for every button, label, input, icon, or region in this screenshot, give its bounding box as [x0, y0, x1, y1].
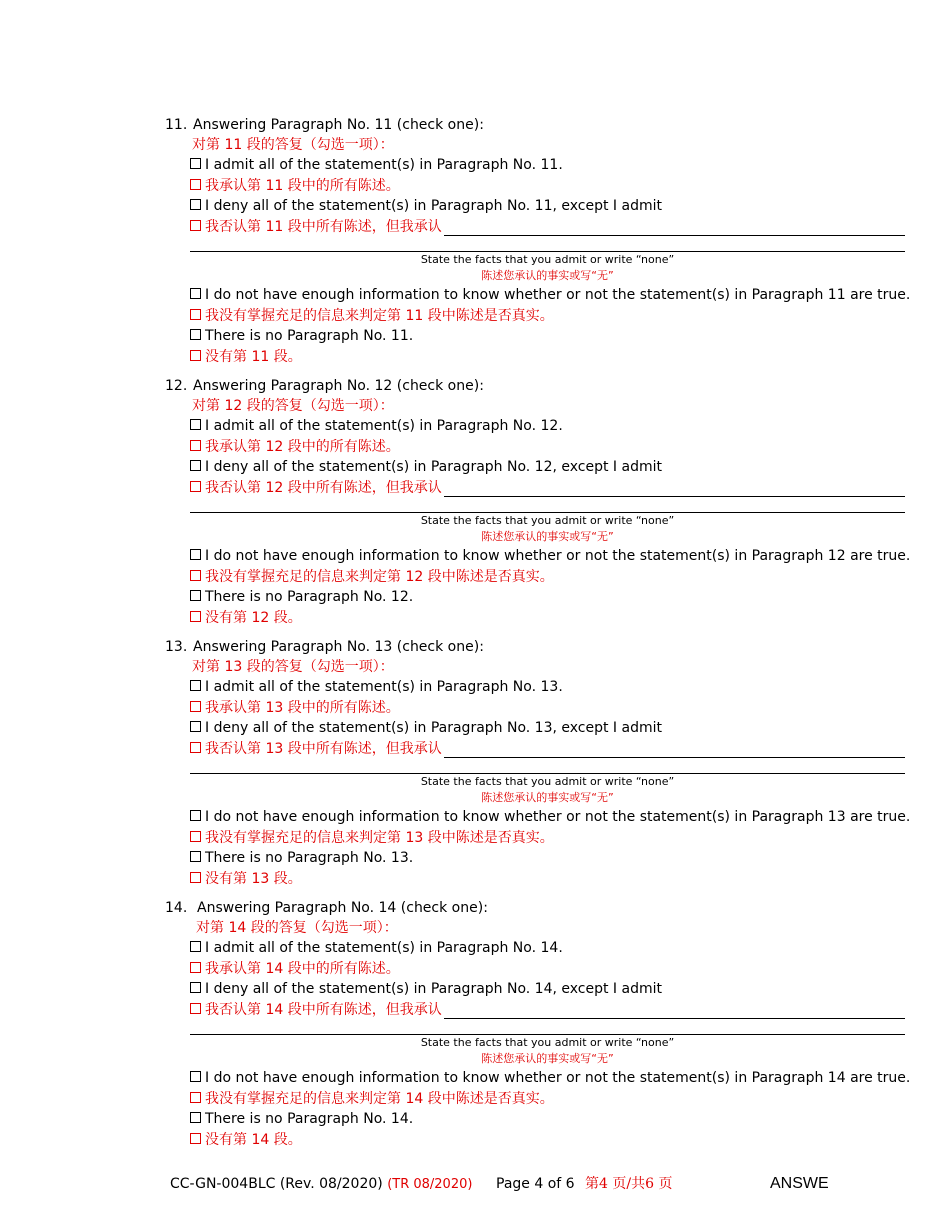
admitted-facts-line[interactable] — [190, 1034, 905, 1035]
checkbox-icon[interactable] — [190, 179, 201, 190]
section-title: Answering Paragraph No. 13 (check one): — [193, 639, 484, 655]
admit-all-option[interactable]: I admit all of the statement(s) in Paragraph No. 12. — [190, 417, 563, 435]
deny-all-option-cn[interactable]: 我否认第 12 段中所有陈述，但我承认 — [190, 479, 905, 497]
checkbox-icon[interactable] — [190, 549, 201, 560]
admitted-facts-blank[interactable] — [444, 482, 905, 497]
admit-all-option-cn[interactable]: 我承认第 11 段中的所有陈述。 — [190, 177, 400, 195]
facts-caption: State the facts that you admit or write “none” — [420, 1036, 675, 1049]
checkbox-icon[interactable] — [190, 1112, 201, 1123]
admitted-facts-line[interactable] — [190, 512, 905, 513]
admit-all-option-cn[interactable]: 我承认第 14 段中的所有陈述。 — [190, 960, 400, 978]
checkbox-icon[interactable] — [190, 590, 201, 601]
form-code-en: CC-GN-004BLC (Rev. 08/2020) — [170, 1176, 383, 1192]
no-info-option[interactable]: I do not have enough information to know whether or not the statement(s) in Paragraph 13 are true. — [190, 808, 910, 826]
deny-all-option[interactable]: I deny all of the statement(s) in Paragraph No. 13, except I admit — [190, 719, 662, 737]
no-paragraph-option-cn[interactable]: 没有第 14 段。 — [190, 1131, 302, 1149]
no-info-option-cn[interactable]: 我没有掌握充足的信息来判定第 11 段中陈述是否真实。 — [190, 307, 554, 325]
no-info-option[interactable]: I do not have enough information to know whether or not the statement(s) in Paragraph 14 are true. — [190, 1069, 910, 1087]
checkbox-icon[interactable] — [190, 570, 201, 581]
section-title: Answering Paragraph No. 11 (check one): — [193, 117, 484, 133]
admitted-facts-blank[interactable] — [444, 221, 905, 236]
section-title-cn: 对第 12 段的答复（勾选一项）： — [192, 398, 394, 414]
admit-all-option[interactable]: I admit all of the statement(s) in Paragraph No. 14. — [190, 939, 563, 957]
no-info-option-cn[interactable]: 我没有掌握充足的信息来判定第 12 段中陈述是否真实。 — [190, 568, 554, 586]
section-title-cn: 对第 13 段的答复（勾选一项）： — [192, 659, 394, 675]
checkbox-icon[interactable] — [190, 701, 201, 712]
facts-caption-cn: 陈述您承认的事实或写“无” — [481, 530, 614, 543]
form-code — [170, 1175, 472, 1194]
facts-caption: State the facts that you admit or write “none” — [420, 253, 675, 266]
checkbox-icon[interactable] — [190, 309, 201, 320]
deny-all-option-cn[interactable]: 我否认第 14 段中所有陈述，但我承认 — [190, 1001, 905, 1019]
admit-all-option[interactable]: I admit all of the statement(s) in Paragraph No. 13. — [190, 678, 563, 696]
no-paragraph-option[interactable]: There is no Paragraph No. 12. — [190, 588, 413, 606]
admit-all-option-cn[interactable]: 我承认第 13 段中的所有陈述。 — [190, 699, 400, 717]
no-paragraph-option[interactable]: There is no Paragraph No. 13. — [190, 849, 413, 867]
no-paragraph-option[interactable]: There is no Paragraph No. 14. — [190, 1110, 413, 1128]
no-info-option-cn[interactable]: 我没有掌握充足的信息来判定第 14 段中陈述是否真实。 — [190, 1090, 554, 1108]
deny-all-option[interactable]: I deny all of the statement(s) in Paragraph No. 14, except I admit — [190, 980, 662, 998]
section-number: 12. — [165, 378, 188, 394]
checkbox-icon[interactable] — [190, 742, 201, 753]
checkbox-icon[interactable] — [190, 831, 201, 842]
admit-all-option[interactable]: I admit all of the statement(s) in Paragraph No. 11. — [190, 156, 563, 174]
checkbox-icon[interactable] — [190, 872, 201, 883]
facts-caption-cn: 陈述您承认的事实或写“无” — [481, 269, 614, 282]
section-title-cn: 对第 11 段的答复（勾选一项）： — [192, 137, 394, 153]
page-number-en: Page 4 of 6 — [496, 1176, 575, 1192]
checkbox-icon[interactable] — [190, 810, 201, 821]
checkbox-icon[interactable] — [190, 329, 201, 340]
section-number: 14. — [165, 900, 188, 916]
checkbox-icon[interactable] — [190, 941, 201, 952]
document-label: ANSWE — [770, 1175, 829, 1192]
section-title: Answering Paragraph No. 12 (check one): — [193, 378, 484, 394]
no-info-option-cn[interactable]: 我没有掌握充足的信息来判定第 13 段中陈述是否真实。 — [190, 829, 554, 847]
admit-all-option-cn[interactable]: 我承认第 12 段中的所有陈述。 — [190, 438, 400, 456]
deny-all-option-cn[interactable]: 我否认第 13 段中所有陈述，但我承认 — [190, 740, 905, 758]
form-code-cn: (TR 08/2020) — [387, 1177, 473, 1192]
checkbox-icon[interactable] — [190, 350, 201, 361]
admitted-facts-line[interactable] — [190, 773, 905, 774]
checkbox-icon[interactable] — [190, 419, 201, 430]
admitted-facts-blank[interactable] — [444, 1004, 905, 1019]
no-paragraph-option-cn[interactable]: 没有第 13 段。 — [190, 870, 302, 888]
checkbox-icon[interactable] — [190, 1092, 201, 1103]
facts-caption: State the facts that you admit or write “none” — [420, 514, 675, 527]
checkbox-icon[interactable] — [190, 220, 201, 231]
deny-all-option[interactable]: I deny all of the statement(s) in Paragraph No. 12, except I admit — [190, 458, 662, 476]
checkbox-icon[interactable] — [190, 1003, 201, 1014]
no-paragraph-option-cn[interactable]: 没有第 11 段。 — [190, 348, 302, 366]
checkbox-icon[interactable] — [190, 721, 201, 732]
page-number-cn: 第4 页/共6 页 — [585, 1176, 673, 1192]
checkbox-icon[interactable] — [190, 962, 201, 973]
checkbox-icon[interactable] — [190, 288, 201, 299]
admitted-facts-line[interactable] — [190, 251, 905, 252]
section-title-cn: 对第 14 段的答复（勾选一项）： — [196, 920, 398, 936]
checkbox-icon[interactable] — [190, 199, 201, 210]
section-title: Answering Paragraph No. 14 (check one): — [197, 900, 488, 916]
facts-caption-cn: 陈述您承认的事实或写“无” — [481, 1052, 614, 1065]
no-paragraph-option[interactable]: There is no Paragraph No. 11. — [190, 327, 413, 345]
checkbox-icon[interactable] — [190, 611, 201, 622]
no-paragraph-option-cn[interactable]: 没有第 12 段。 — [190, 609, 302, 627]
deny-all-option[interactable]: I deny all of the statement(s) in Paragraph No. 11, except I admit — [190, 197, 662, 215]
checkbox-icon[interactable] — [190, 982, 201, 993]
checkbox-icon[interactable] — [190, 1071, 201, 1082]
checkbox-icon[interactable] — [190, 460, 201, 471]
checkbox-icon[interactable] — [190, 158, 201, 169]
no-info-option[interactable]: I do not have enough information to know whether or not the statement(s) in Paragraph 12 are true. — [190, 547, 910, 565]
checkbox-icon[interactable] — [190, 440, 201, 451]
checkbox-icon[interactable] — [190, 680, 201, 691]
checkbox-icon[interactable] — [190, 481, 201, 492]
admitted-facts-blank[interactable] — [444, 743, 905, 758]
deny-all-option-cn[interactable]: 我否认第 11 段中所有陈述，但我承认 — [190, 218, 905, 236]
facts-caption-cn: 陈述您承认的事实或写“无” — [481, 791, 614, 804]
section-number: 13. — [165, 639, 188, 655]
checkbox-icon[interactable] — [190, 851, 201, 862]
checkbox-icon[interactable] — [190, 1133, 201, 1144]
section-number: 11. — [165, 117, 188, 133]
no-info-option[interactable]: I do not have enough information to know whether or not the statement(s) in Paragraph 11 are true. — [190, 286, 910, 304]
facts-caption: State the facts that you admit or write “none” — [420, 775, 675, 788]
page-number — [496, 1175, 672, 1193]
